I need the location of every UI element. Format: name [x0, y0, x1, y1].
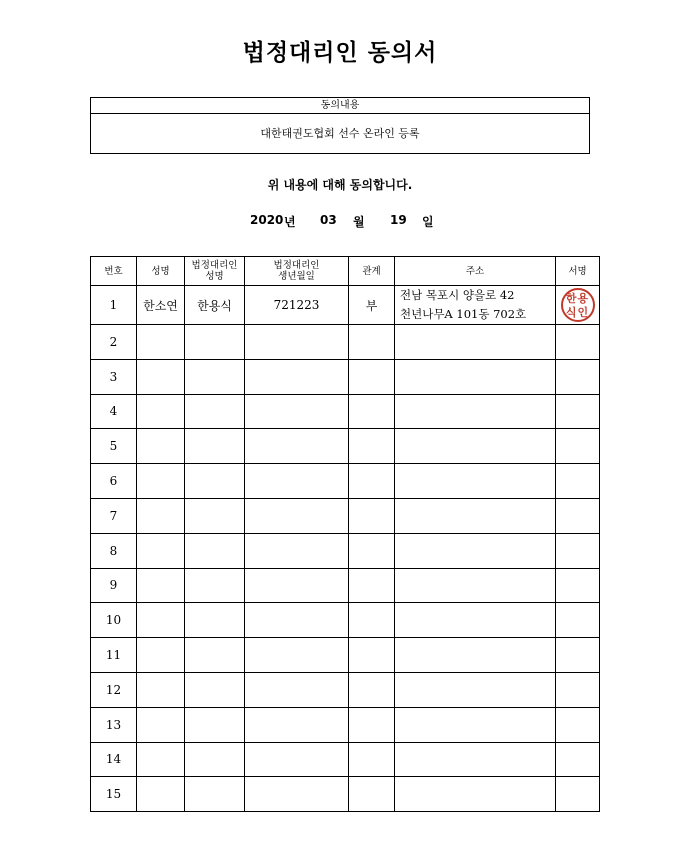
cell-address[interactable]: [395, 429, 556, 464]
cell-address[interactable]: [395, 707, 556, 742]
cell-relation[interactable]: [349, 568, 395, 603]
header-relation: 관계: [349, 257, 395, 286]
cell-relation[interactable]: [349, 638, 395, 673]
header-guardian-name-line1: 법정대리인: [191, 260, 238, 271]
cell-relation[interactable]: [349, 672, 395, 707]
table-row: [91, 394, 600, 429]
cell-no: 15: [91, 777, 137, 812]
header-address: 주소: [395, 257, 556, 286]
cell-relation[interactable]: [349, 742, 395, 777]
cell-signature[interactable]: [556, 359, 600, 394]
cell-signature[interactable]: [556, 429, 600, 464]
cell-no: 3: [91, 359, 137, 394]
header-guardian-name-line2: 성명: [205, 271, 224, 282]
cell-signature[interactable]: [556, 568, 600, 603]
cell-guardian-birth[interactable]: [245, 742, 349, 777]
table-row: [91, 777, 600, 812]
cell-name[interactable]: [137, 464, 185, 499]
cell-signature: [556, 286, 600, 325]
cell-relation[interactable]: [349, 464, 395, 499]
cell-guardian-name[interactable]: [185, 325, 245, 360]
cell-guardian-name[interactable]: [185, 742, 245, 777]
seal-stamp-icon: [561, 288, 595, 322]
cell-guardian-name[interactable]: [185, 359, 245, 394]
cell-signature[interactable]: [556, 394, 600, 429]
cell-guardian-birth[interactable]: [245, 568, 349, 603]
date-day: 19: [390, 213, 407, 227]
cell-relation[interactable]: [349, 707, 395, 742]
cell-address[interactable]: [395, 638, 556, 673]
cell-address[interactable]: [395, 533, 556, 568]
agreement-statement: 위 내용에 대해 동의합니다.: [267, 178, 413, 192]
cell-no: 12: [91, 672, 137, 707]
cell-address[interactable]: [395, 603, 556, 638]
consent-box: [90, 97, 590, 154]
cell-guardian-birth[interactable]: [245, 672, 349, 707]
table-header-row: [91, 257, 600, 286]
cell-signature[interactable]: [556, 498, 600, 533]
date-day-unit: 일: [422, 215, 434, 229]
table-row: [91, 533, 600, 568]
cell-name[interactable]: [137, 533, 185, 568]
header-signature: 서명: [556, 257, 600, 286]
date-year: 2020: [250, 213, 284, 227]
cell-address[interactable]: [395, 464, 556, 499]
cell-address[interactable]: [395, 394, 556, 429]
seal-line1: 한용: [565, 292, 590, 305]
cell-relation[interactable]: [349, 533, 395, 568]
cell-no: 6: [91, 464, 137, 499]
cell-name[interactable]: [137, 568, 185, 603]
table-row: [91, 286, 600, 325]
table-row: [91, 359, 600, 394]
cell-name[interactable]: [137, 429, 185, 464]
seal-line2: 식인: [565, 306, 590, 319]
cell-guardian-name[interactable]: [185, 429, 245, 464]
cell-signature[interactable]: [556, 672, 600, 707]
cell-guardian-birth[interactable]: [245, 394, 349, 429]
cell-relation[interactable]: [349, 603, 395, 638]
cell-no: 9: [91, 568, 137, 603]
table-row: [91, 742, 600, 777]
cell-name[interactable]: [137, 359, 185, 394]
cell-name[interactable]: [137, 777, 185, 812]
cell-guardian-birth[interactable]: [245, 603, 349, 638]
page-title: 법정대리인 동의서: [242, 40, 438, 66]
cell-guardian-name[interactable]: [185, 464, 245, 499]
cell-no: 7: [91, 498, 137, 533]
cell-signature[interactable]: [556, 533, 600, 568]
cell-relation: 부: [349, 286, 395, 325]
cell-no: 10: [91, 603, 137, 638]
cell-address[interactable]: [395, 568, 556, 603]
header-guardian-birth-line2: 생년월일: [278, 271, 315, 282]
cell-address[interactable]: [395, 325, 556, 360]
address-line1: 전남 목포시 양을로 42: [400, 288, 515, 302]
cell-guardian-birth[interactable]: [245, 707, 349, 742]
cell-name[interactable]: [137, 707, 185, 742]
cell-guardian-name[interactable]: [185, 638, 245, 673]
cell-signature[interactable]: [556, 777, 600, 812]
cell-guardian-name[interactable]: [185, 533, 245, 568]
table-row: [91, 672, 600, 707]
cell-signature[interactable]: [556, 742, 600, 777]
cell-guardian-birth[interactable]: [245, 359, 349, 394]
table-row: [91, 707, 600, 742]
cell-no: 5: [91, 429, 137, 464]
guardian-table: [90, 256, 600, 812]
table-row: [91, 603, 600, 638]
cell-signature[interactable]: [556, 603, 600, 638]
cell-relation[interactable]: [349, 394, 395, 429]
cell-guardian-name[interactable]: [185, 394, 245, 429]
cell-address[interactable]: [395, 498, 556, 533]
cell-guardian-name[interactable]: [185, 707, 245, 742]
date-year-unit: 년: [284, 215, 296, 229]
cell-no: 2: [91, 325, 137, 360]
cell-address: [395, 286, 556, 325]
cell-guardian-name[interactable]: [185, 498, 245, 533]
cell-relation[interactable]: [349, 325, 395, 360]
cell-guardian-birth[interactable]: [245, 498, 349, 533]
cell-address[interactable]: [395, 672, 556, 707]
header-no: 번호: [91, 257, 137, 286]
consent-body: 대한태권도협회 선수 온라인 등록: [260, 127, 420, 140]
cell-name: 한소연: [137, 286, 185, 325]
cell-guardian-name: 한용식: [185, 286, 245, 325]
cell-guardian-birth[interactable]: [245, 429, 349, 464]
cell-guardian-birth[interactable]: [245, 464, 349, 499]
table-row: [91, 464, 600, 499]
cell-guardian-birth[interactable]: [245, 325, 349, 360]
cell-name[interactable]: [137, 394, 185, 429]
table-row: [91, 325, 600, 360]
cell-guardian-birth: 721223: [245, 286, 349, 325]
cell-no: 8: [91, 533, 137, 568]
cell-relation[interactable]: [349, 498, 395, 533]
cell-name[interactable]: [137, 325, 185, 360]
cell-no: 11: [91, 638, 137, 673]
cell-name[interactable]: [137, 638, 185, 673]
date-month: 03: [320, 213, 337, 227]
cell-name[interactable]: [137, 603, 185, 638]
cell-guardian-birth[interactable]: [245, 533, 349, 568]
cell-signature[interactable]: [556, 707, 600, 742]
header-guardian-birth-line1: 법정대리인: [273, 260, 320, 271]
header-name: 성명: [137, 257, 185, 286]
address-line2: 천년나무A 101동 702호: [400, 307, 527, 321]
cell-address[interactable]: [395, 777, 556, 812]
cell-no: 14: [91, 742, 137, 777]
cell-guardian-name[interactable]: [185, 672, 245, 707]
cell-no: 13: [91, 707, 137, 742]
cell-name[interactable]: [137, 672, 185, 707]
cell-relation[interactable]: [349, 429, 395, 464]
header-guardian-birth: [245, 257, 349, 286]
table-row: [91, 638, 600, 673]
cell-relation[interactable]: [349, 359, 395, 394]
cell-name[interactable]: [137, 498, 185, 533]
date-month-unit: 월: [353, 215, 365, 229]
cell-guardian-birth[interactable]: [245, 777, 349, 812]
cell-address[interactable]: [395, 359, 556, 394]
table-row: [91, 429, 600, 464]
cell-guardian-name[interactable]: [185, 777, 245, 812]
cell-signature[interactable]: [556, 325, 600, 360]
table-row: [91, 498, 600, 533]
header-guardian-name: [185, 257, 245, 286]
cell-guardian-name[interactable]: [185, 568, 245, 603]
cell-signature[interactable]: [556, 638, 600, 673]
consent-header: 동의내용: [91, 98, 589, 114]
cell-no: 4: [91, 394, 137, 429]
cell-no: 1: [91, 286, 137, 325]
cell-relation[interactable]: [349, 777, 395, 812]
cell-name[interactable]: [137, 742, 185, 777]
cell-guardian-name[interactable]: [185, 603, 245, 638]
cell-signature[interactable]: [556, 464, 600, 499]
cell-guardian-birth[interactable]: [245, 638, 349, 673]
table-row: [91, 568, 600, 603]
cell-address[interactable]: [395, 742, 556, 777]
